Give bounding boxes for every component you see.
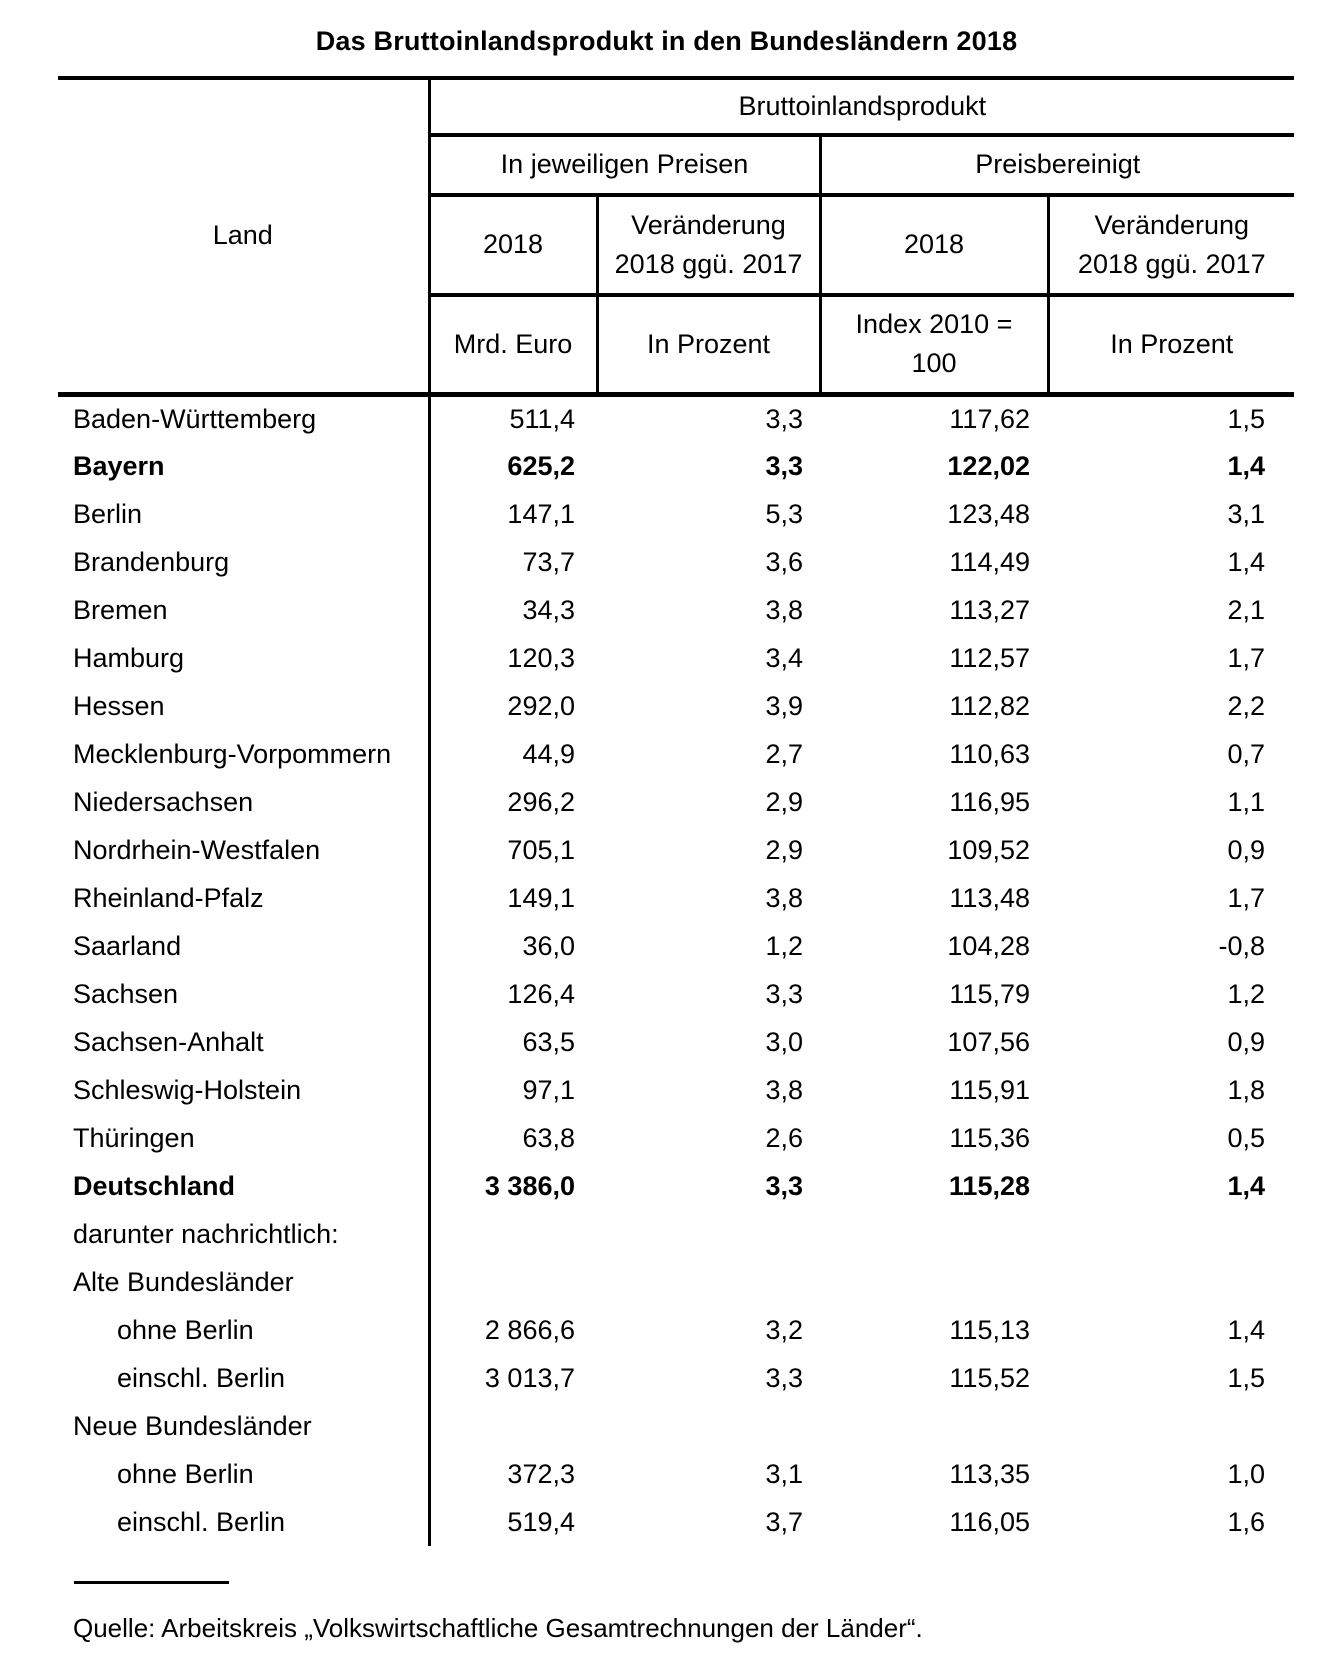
header-2018-real: 2018 (820, 195, 1048, 295)
land-cell: einschl. Berlin (58, 1354, 429, 1402)
value-percent-real: 1,2 (1227, 978, 1266, 1009)
table-row (58, 1210, 1294, 1258)
value-index: 113,35 (949, 1458, 1030, 1489)
value-index (820, 1210, 1048, 1258)
value-percent-nominal: 2,9 (765, 786, 803, 817)
table-row (58, 1402, 1294, 1450)
table-row (58, 1354, 1294, 1402)
table-row (58, 778, 1294, 826)
land-cell: Niedersachsen (58, 778, 429, 826)
land-cell: Deutschland (58, 1162, 429, 1210)
land-cell: Sachsen (58, 970, 429, 1018)
land-cell: Bremen (58, 586, 429, 634)
value-mrd-euro: 3 013,7 (484, 1362, 575, 1393)
value-percent-real: 1,4 (1227, 546, 1266, 577)
value-index: 112,82 (949, 690, 1030, 721)
unit-index-2010: Index 2010 = 100 (820, 295, 1048, 394)
value-percent-real: 0,9 (1227, 1026, 1266, 1057)
land-cell: Bayern (58, 442, 429, 490)
value-mrd-euro: 149,1 (507, 882, 575, 913)
header-change-real: Veränderung 2018 ggü. 2017 (1048, 195, 1294, 295)
value-percent-nominal: 3,3 (765, 1362, 803, 1393)
table-row (58, 730, 1294, 778)
header-price-adjusted: Preisbereinigt (820, 135, 1294, 195)
table-row (58, 1114, 1294, 1162)
table-row (58, 1498, 1294, 1546)
header-row-group (58, 78, 1294, 135)
value-index: 115,28 (948, 1170, 1030, 1201)
table-row (58, 1450, 1294, 1498)
value-mrd-euro: 625,2 (507, 450, 575, 481)
value-percent-nominal: 3,3 (765, 450, 803, 481)
value-percent-nominal: 1,2 (765, 930, 803, 961)
value-percent-nominal: 3,2 (765, 1314, 803, 1345)
value-percent-real: 1,7 (1227, 882, 1266, 913)
land-cell: Hessen (58, 682, 429, 730)
value-index: 115,36 (949, 1122, 1030, 1153)
value-percent-real (1048, 1402, 1294, 1450)
land-cell: Brandenburg (58, 538, 429, 586)
value-mrd-euro (429, 1402, 597, 1450)
land-cell: einschl. Berlin (58, 1498, 429, 1546)
land-cell: ohne Berlin (58, 1306, 429, 1354)
table-row (58, 1258, 1294, 1306)
value-percent-nominal: 3,6 (765, 546, 803, 577)
table-row (58, 826, 1294, 874)
land-cell: Sachsen-Anhalt (58, 1018, 429, 1066)
unit-percent-real: In Prozent (1048, 295, 1294, 394)
value-percent-nominal: 3,4 (765, 642, 803, 673)
value-mrd-euro: 36,0 (522, 930, 575, 961)
table-row (58, 1018, 1294, 1066)
value-percent-real: 0,7 (1227, 738, 1266, 769)
land-cell: ohne Berlin (58, 1450, 429, 1498)
table-row (58, 538, 1294, 586)
unit-mrd-euro: Mrd. Euro (429, 295, 597, 394)
header-current-prices: In jeweiligen Preisen (429, 135, 820, 195)
footnote-divider (74, 1581, 229, 1584)
land-cell: Berlin (58, 490, 429, 538)
value-index: 115,13 (949, 1314, 1030, 1345)
value-mrd-euro: 73,7 (522, 546, 575, 577)
table-row (58, 1162, 1294, 1210)
value-percent-nominal: 3,1 (765, 1458, 803, 1489)
table-row (58, 874, 1294, 922)
value-index: 115,52 (949, 1362, 1030, 1393)
land-cell: Saarland (58, 922, 429, 970)
land-cell: Thüringen (58, 1114, 429, 1162)
header-2018-nominal: 2018 (429, 195, 597, 295)
table-row (58, 634, 1294, 682)
value-percent-nominal: 3,0 (765, 1026, 803, 1057)
value-mrd-euro: 147,1 (507, 498, 575, 529)
value-mrd-euro: 2 866,6 (484, 1314, 575, 1345)
table-row (58, 682, 1294, 730)
land-cell: Nordrhein-Westfalen (58, 826, 429, 874)
table-row (58, 970, 1294, 1018)
value-percent-nominal: 2,9 (765, 834, 803, 865)
value-percent-real: 1,6 (1227, 1506, 1266, 1537)
page-title: Das Bruttoinlandsprodukt in den Bundesländern 2018 (315, 26, 1018, 56)
value-percent-nominal: 3,3 (765, 403, 803, 434)
value-percent-real: 1,5 (1227, 403, 1266, 434)
value-mrd-euro: 292,0 (507, 690, 575, 721)
value-mrd-euro: 519,4 (507, 1506, 575, 1537)
gdp-table (58, 76, 1294, 1546)
value-percent-real: 2,1 (1227, 594, 1266, 625)
value-index: 115,91 (949, 1074, 1030, 1105)
land-cell: Neue Bundesländer (58, 1402, 429, 1450)
value-mrd-euro: 34,3 (522, 594, 575, 625)
value-mrd-euro: 97,1 (522, 1074, 575, 1105)
value-percent-nominal: 3,8 (765, 882, 803, 913)
value-index: 123,48 (947, 498, 1030, 529)
value-index: 116,95 (949, 786, 1030, 817)
value-index (820, 1258, 1048, 1306)
value-index: 113,27 (949, 594, 1030, 625)
value-mrd-euro: 511,4 (509, 403, 575, 434)
value-index: 107,56 (947, 1026, 1030, 1057)
value-percent-nominal (597, 1402, 820, 1450)
header-bruttoinlandsprodukt: Bruttoinlandsprodukt (429, 78, 1294, 135)
value-percent-nominal (597, 1210, 820, 1258)
value-index: 116,05 (949, 1506, 1030, 1537)
header-land: Land (58, 78, 429, 394)
value-index: 104,28 (947, 930, 1030, 961)
table-row (58, 586, 1294, 634)
value-percent-nominal: 2,6 (765, 1122, 803, 1153)
value-mrd-euro: 296,2 (507, 786, 575, 817)
value-percent-real: 2,2 (1227, 690, 1266, 721)
value-percent-nominal: 2,7 (765, 738, 803, 769)
value-percent-real: 1,8 (1227, 1074, 1266, 1105)
value-percent-real: 0,5 (1227, 1122, 1266, 1153)
table-row (58, 1066, 1294, 1114)
value-percent-real: 1,4 (1227, 450, 1266, 481)
value-index: 115,79 (949, 978, 1030, 1009)
unit-percent-nominal: In Prozent (597, 295, 820, 394)
value-mrd-euro: 63,8 (522, 1122, 575, 1153)
value-percent-real: 1,4 (1227, 1170, 1266, 1201)
land-cell: Schleswig-Holstein (58, 1066, 429, 1114)
value-index: 110,63 (949, 738, 1030, 769)
source-note: Quelle: Arbeitskreis „Volkswirtschaftliche Gesamtrechnungen der Länder“. (73, 1613, 923, 1643)
value-percent-nominal: 3,8 (765, 594, 803, 625)
value-percent-real: 3,1 (1227, 498, 1266, 529)
value-percent-real: 1,0 (1227, 1458, 1266, 1489)
land-cell: Baden-Württemberg (58, 394, 429, 442)
value-percent-real: 1,5 (1227, 1362, 1266, 1393)
table-row (58, 490, 1294, 538)
value-percent-nominal: 3,7 (765, 1506, 803, 1537)
value-percent-real (1048, 1210, 1294, 1258)
value-index (820, 1402, 1048, 1450)
land-cell: darunter nachrichtlich: (58, 1210, 429, 1258)
table-header (58, 78, 1294, 394)
land-cell: Mecklenburg-Vorpommern (58, 730, 429, 778)
value-percent-real: 1,1 (1227, 786, 1266, 817)
table-row (58, 394, 1294, 442)
value-mrd-euro: 372,3 (507, 1458, 575, 1489)
header-change-nominal: Veränderung 2018 ggü. 2017 (597, 195, 820, 295)
value-index: 113,48 (949, 882, 1030, 913)
value-mrd-euro: 120,3 (507, 642, 575, 673)
value-percent-nominal: 3,3 (765, 1170, 803, 1201)
value-percent-real: 1,7 (1227, 642, 1266, 673)
value-percent-real: 0,9 (1227, 834, 1266, 865)
value-index: 114,49 (949, 546, 1030, 577)
value-percent-nominal: 3,3 (765, 978, 803, 1009)
value-percent-real (1048, 1258, 1294, 1306)
value-index: 122,02 (947, 450, 1030, 481)
value-mrd-euro: 705,1 (507, 834, 575, 865)
table-row (58, 922, 1294, 970)
value-mrd-euro (429, 1210, 597, 1258)
value-percent-nominal: 3,8 (765, 1074, 803, 1105)
value-index: 117,62 (949, 403, 1030, 434)
value-mrd-euro (429, 1258, 597, 1306)
value-index: 112,57 (949, 642, 1030, 673)
land-cell: Hamburg (58, 634, 429, 682)
value-percent-real: 1,4 (1227, 1314, 1266, 1345)
value-percent-nominal: 5,3 (765, 498, 803, 529)
value-percent-real: -0,8 (1218, 930, 1266, 961)
table-row (58, 1306, 1294, 1354)
value-percent-nominal: 3,9 (765, 690, 803, 721)
land-cell: Alte Bundesländer (58, 1258, 429, 1306)
value-percent-nominal (597, 1258, 820, 1306)
value-mrd-euro: 126,4 (507, 978, 575, 1009)
table-row (58, 442, 1294, 490)
table-body (58, 394, 1294, 1546)
value-index: 109,52 (947, 834, 1030, 865)
value-mrd-euro: 3 386,0 (484, 1170, 575, 1201)
value-mrd-euro: 44,9 (522, 738, 575, 769)
land-cell: Rheinland-Pfalz (58, 874, 429, 922)
value-mrd-euro: 63,5 (522, 1026, 575, 1057)
